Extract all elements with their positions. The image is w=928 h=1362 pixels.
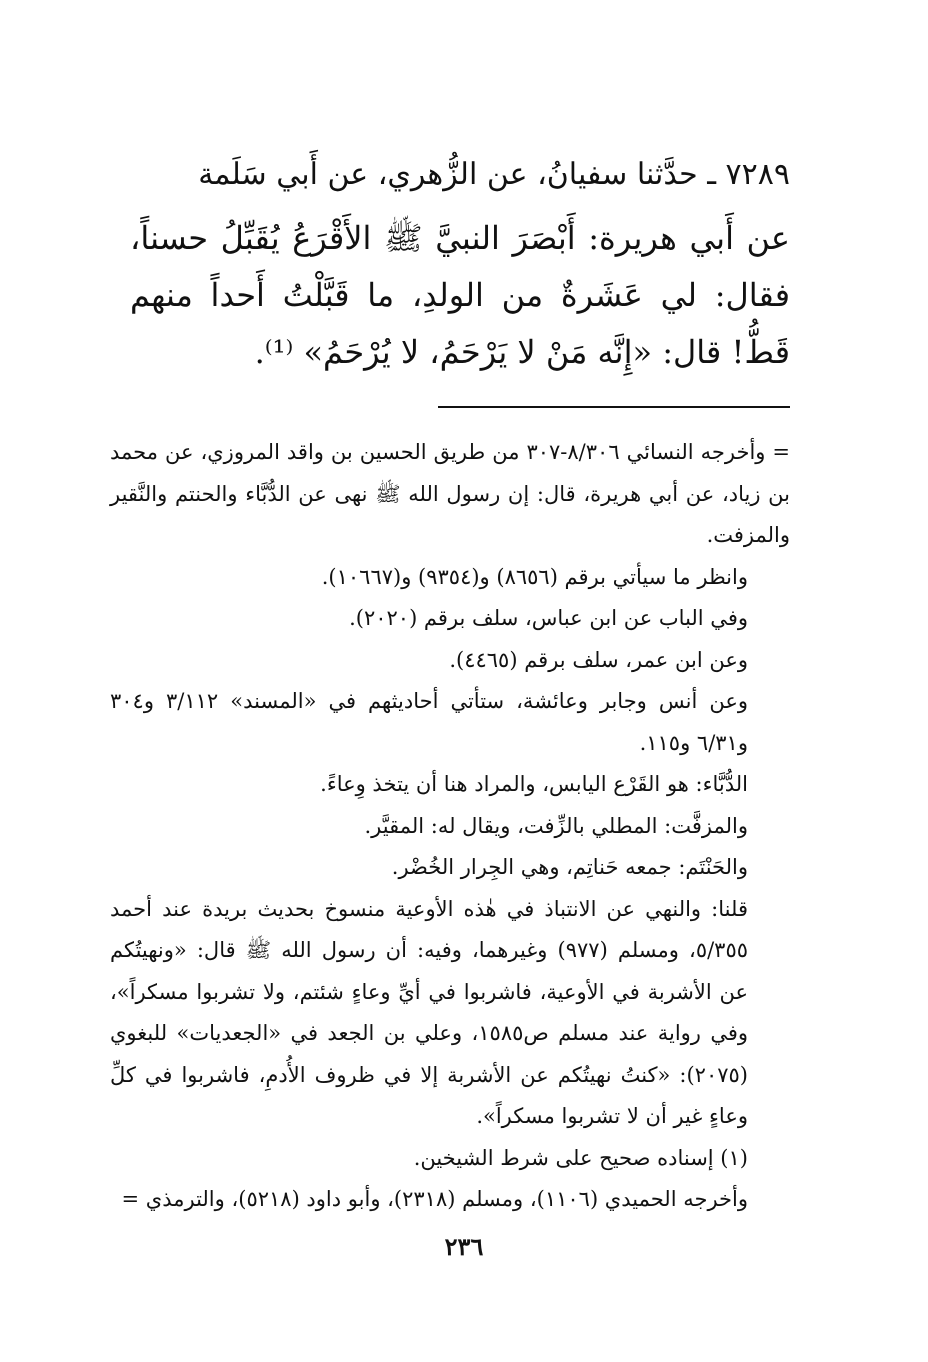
footnote-paragraph: (١) إسناده صحيح على شرط الشيخين. [413,1145,748,1170]
footnote-paragraph: وعن ابن عمر، سلف برقم (٤٤٦٥). [449,647,748,672]
footnote-paragraph: وفي الباب عن ابن عباس، سلف برقم (٢٠٢٠). [349,606,748,630]
page-number: ٢٣٦ [444,1232,484,1261]
footnote-paragraph: والحَنْتَم: جمعه حَناتِم، وهي الجِرار الخُضْر. [391,855,748,879]
hadith-text: عن أَبي هريرة: أَبْصَرَ النبيَّ ﷺ الأَقْرَعُ يُقَبِّلُ حسناً، فقال: لي عَشَرةٌ من الولدِ، ما قَبَّلْتُ أَحداً منهم قَطُّ! قال: «إِنَّه مَنْ لا يَرْحَمُ، لا يُرْحَمُ» ⁽¹⁾. [130,219,790,371]
footnote-paragraph: وانظر ما سيأتي برقم (٨٦٥٦) و(٩٣٥٤) و(١٠٦٦٧). [321,564,748,589]
footnotes-section [110,432,790,1221]
footnote-paragraph: وأخرجه الحميدي (١١٠٦)، ومسلم (٢٣١٨)، وأبو داود (٥٢١٨)، والترمذي = [121,1187,748,1211]
hadith-chain-of-narration: ٧٢٨٩ ـ حدَّثنا سفيانُ، عن الزُّهري، عن أَبي سَلَمة [198,157,790,192]
footnote-paragraph: وعن أنس وجابر وعائشة، ستأتي أحاديثهم في «المسند» ٣/١١٢ و٣٠٤ و٦/٣١ و١١٥. [110,689,748,755]
footnote-paragraph: = وأخرجه النسائي ٨/٣٠٦-٣٠٧ من طريق الحسين بن واقد المروزي، عن محمد بن زياد، عن أبي هريرة، قال: إن رسول الله ﷺ نهى عن الدُّبَّاء والحنتم والنَّقير والمزفت. [110,440,790,547]
footnote-divider [438,406,790,408]
footnote-paragraph: الدُّبَّاء: هو القَرْع اليابس، والمراد هنا أن يتخذ وِعاءً. [320,772,748,796]
footnote-paragraph: قلنا: والنهي عن الانتباذ في هٰذه الأوعية منسوخ بحديث بريدة عند أحمد ٥/٣٥٥، ومسلم (٩٧٧) وغيرهما، وفيه: أن رسول الله ﷺ قال: «ونهيتُكم عن الأشربة في الأوعية، فاشربوا في أيِّ وعاءٍ شئتم، ولا تشربوا مسكراً»، وفي رواية عند مسلم ص١٥٨٥، وعلي بن الجعد في «الجعديات» للبغوي (٢٠٧٥): «كنتُ نهيتُكم عن الأشربة إلا في ظروف الأُدمِ، فاشربوا في كلِّ وعاءٍ غير أن لا تشربوا مسكراً». [110,896,749,1128]
footnote-paragraph: والمزفَّت: المطلي بالزِّفت، ويقال له: المقيَّر. [364,813,748,838]
